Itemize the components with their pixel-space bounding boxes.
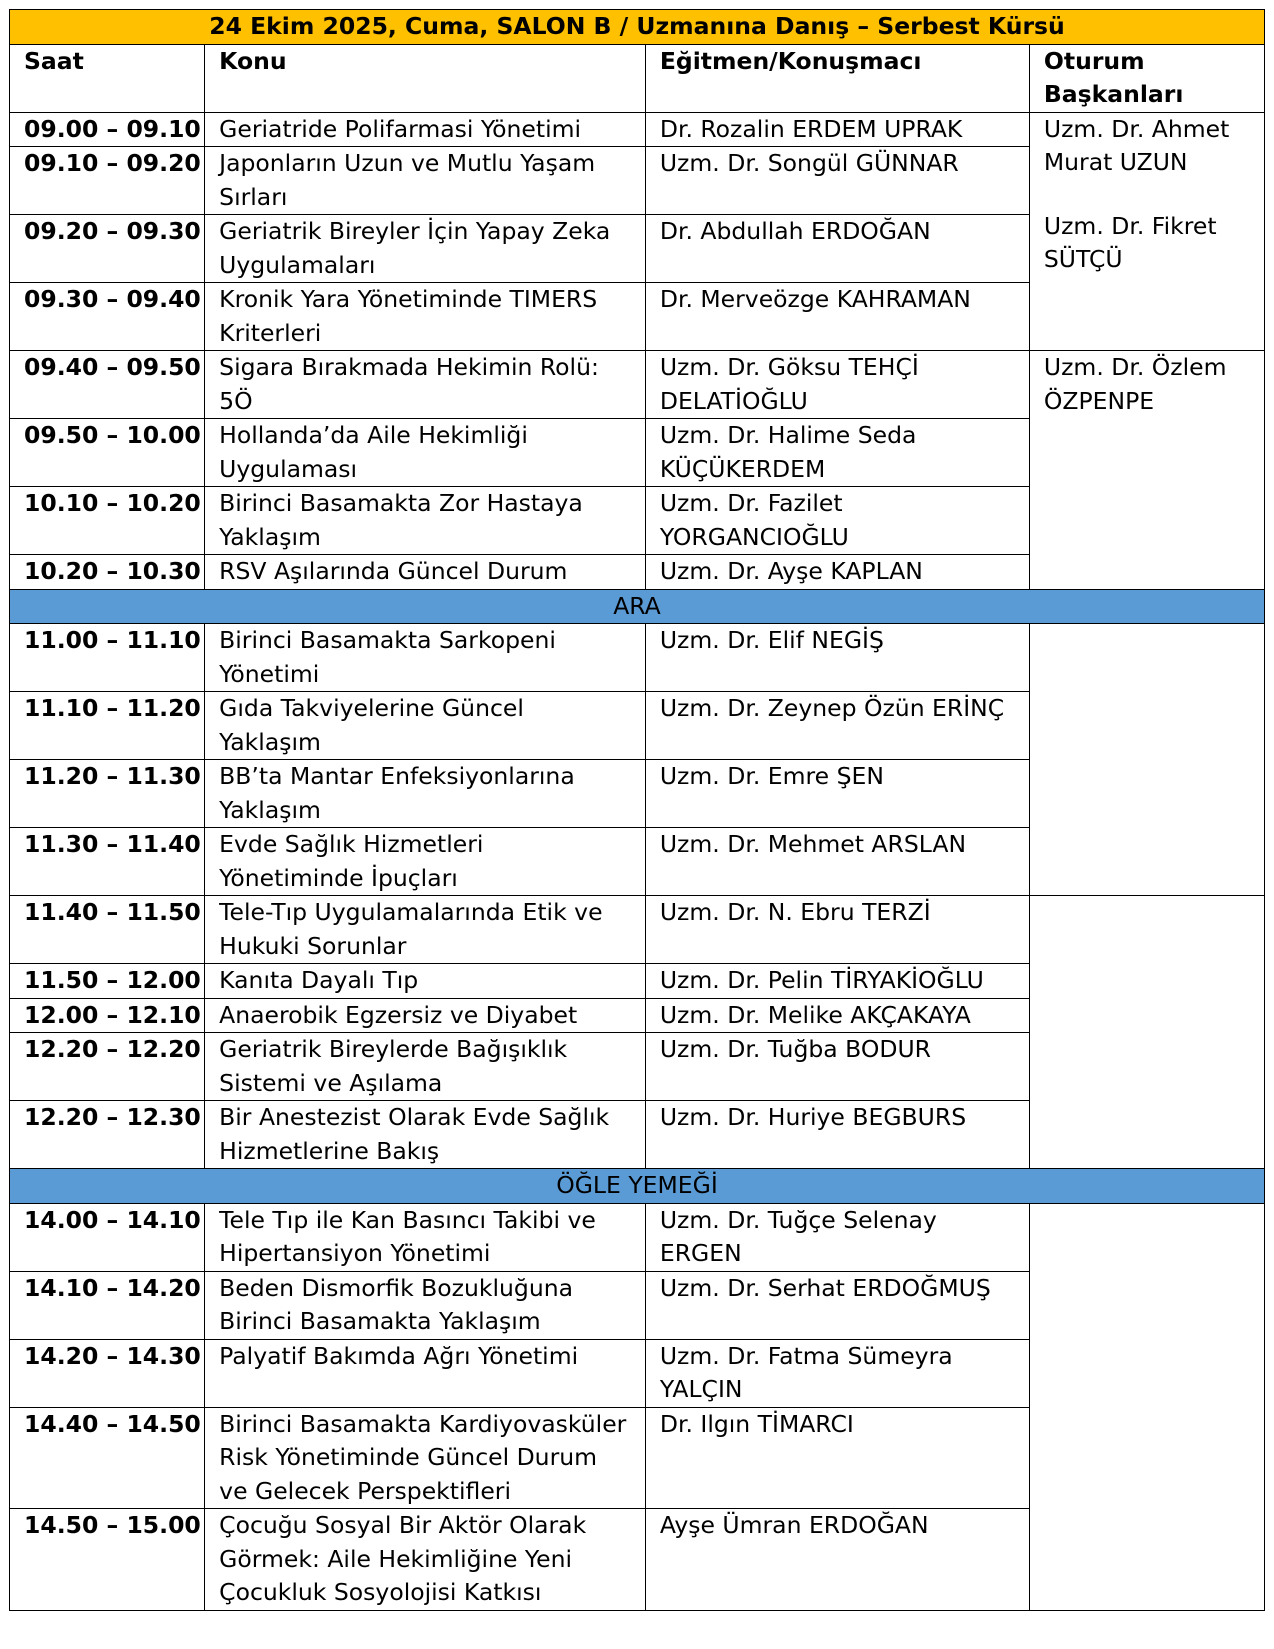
header-topic: Konu bbox=[205, 44, 646, 112]
break-label: ÖĞLE YEMEĞİ bbox=[10, 1169, 1265, 1204]
cell-line: Uzm. Dr. Zeynep Özün ERİNÇ bbox=[659, 694, 1005, 722]
cell-line: Birinci Basamakta Yaklaşım bbox=[219, 1307, 541, 1335]
cell-line: DELATİOĞLU bbox=[659, 386, 808, 415]
cell-line: KÜÇÜKERDEM bbox=[659, 454, 826, 483]
session-chairs-cell bbox=[1029, 1203, 1264, 1610]
time-cell: 12.20 – 12.20 bbox=[10, 1033, 205, 1101]
table-row bbox=[10, 112, 1265, 147]
time-cell: 14.40 – 14.50 bbox=[10, 1407, 205, 1509]
topic-cell bbox=[205, 1101, 646, 1169]
break-row bbox=[10, 589, 1265, 624]
cell-line: Geriatrik Bireylerde Bağışıklık bbox=[219, 1035, 568, 1063]
cell-line: ERGEN bbox=[659, 1239, 742, 1267]
speaker-cell bbox=[645, 896, 1029, 964]
speaker-cell bbox=[645, 964, 1029, 999]
time-cell: 11.00 – 11.10 bbox=[10, 624, 205, 692]
topic-cell bbox=[205, 624, 646, 692]
cell-line: Uzm. Dr. Ayşe KAPLAN bbox=[659, 557, 923, 585]
cell-line: Uzm. Dr. Göksu TEHÇİ bbox=[659, 353, 919, 381]
topic-cell bbox=[205, 896, 646, 964]
header-chairs: Oturum Başkanları bbox=[1029, 44, 1264, 112]
time-cell: 14.00 – 14.10 bbox=[10, 1203, 205, 1271]
schedule-title: 24 Ekim 2025, Cuma, SALON B / Uzmanına Danış – Serbest Kürsü bbox=[10, 10, 1265, 45]
cell-line: Uzm. Dr. Emre ŞEN bbox=[659, 762, 884, 790]
cell-line bbox=[1044, 180, 1250, 210]
cell-line: Geriatride Polifarmasi Yönetimi bbox=[219, 114, 582, 143]
time-cell: 11.30 – 11.40 bbox=[10, 828, 205, 896]
cell-line: 5Ö bbox=[219, 386, 253, 415]
topic-cell bbox=[205, 1339, 646, 1407]
cell-line: Dr. Rozalin ERDEM UPRAK bbox=[659, 114, 963, 143]
speaker-cell bbox=[645, 351, 1029, 419]
header-speaker: Eğitmen/Konuşmacı bbox=[645, 44, 1029, 112]
cell-line: Beden Dismorfik Bozukluğuna bbox=[219, 1273, 574, 1302]
speaker-cell bbox=[645, 112, 1029, 147]
speaker-cell bbox=[645, 419, 1029, 487]
time-cell: 10.10 – 10.20 bbox=[10, 487, 205, 555]
time-cell: 09.30 – 09.40 bbox=[10, 283, 205, 351]
cell-line: Anaerobik Egzersiz ve Diyabet bbox=[219, 1000, 578, 1029]
cell-line: Gıda Takviyelerine Güncel bbox=[219, 694, 524, 722]
time-cell: 09.20 – 09.30 bbox=[10, 215, 205, 283]
time-cell: 12.20 – 12.30 bbox=[10, 1101, 205, 1169]
speaker-cell bbox=[645, 215, 1029, 283]
cell-line: Uygulaması bbox=[219, 454, 358, 483]
speaker-cell bbox=[645, 692, 1029, 760]
speaker-cell bbox=[645, 998, 1029, 1033]
session-chairs-cell bbox=[1029, 896, 1264, 1169]
cell-line: Kanıta Dayalı Tıp bbox=[219, 966, 419, 994]
cell-line: Uzm. Dr. Mehmet ARSLAN bbox=[659, 830, 967, 858]
time-cell: 09.10 – 09.20 bbox=[10, 147, 205, 215]
speaker-cell bbox=[645, 555, 1029, 590]
session-chairs-cell bbox=[1029, 351, 1264, 590]
cell-line: Yaklaşım bbox=[219, 727, 321, 756]
topic-cell bbox=[205, 419, 646, 487]
cell-line: Yaklaşım bbox=[219, 795, 321, 824]
topic-cell bbox=[205, 692, 646, 760]
speaker-cell bbox=[645, 147, 1029, 215]
cell-line: Uzm. Dr. Özlem bbox=[1043, 353, 1227, 381]
cell-line: YORGANCIOĞLU bbox=[659, 522, 849, 551]
time-cell: 10.20 – 10.30 bbox=[10, 555, 205, 590]
topic-cell bbox=[205, 1407, 646, 1509]
topic-cell bbox=[205, 998, 646, 1033]
cell-line: Birinci Basamakta Zor Hastaya bbox=[219, 489, 583, 517]
time-cell: 11.40 – 11.50 bbox=[10, 896, 205, 964]
cell-line: Uzm. Dr. Elif NEGİŞ bbox=[659, 626, 884, 654]
break-row bbox=[10, 1169, 1265, 1204]
cell-line: Çocuğu Sosyal Bir Aktör Olarak bbox=[219, 1511, 587, 1539]
topic-cell bbox=[205, 147, 646, 215]
speaker-cell bbox=[645, 760, 1029, 828]
time-cell: 12.00 – 12.10 bbox=[10, 998, 205, 1033]
cell-line: Uzm. Dr. Fatma Sümeyra bbox=[659, 1341, 953, 1370]
speaker-cell bbox=[645, 1101, 1029, 1169]
cell-line: Kronik Yara Yönetiminde TIMERS bbox=[219, 285, 598, 313]
break-label: ARA bbox=[10, 589, 1265, 624]
time-cell: 11.20 – 11.30 bbox=[10, 760, 205, 828]
cell-line: Uzm. Dr. Pelin TİRYAKİOĞLU bbox=[659, 966, 984, 994]
table-row bbox=[10, 1203, 1265, 1271]
cell-line: Hizmetlerine Bakış bbox=[219, 1136, 440, 1165]
cell-line: SÜTÇÜ bbox=[1043, 245, 1123, 273]
cell-line: Kriterleri bbox=[219, 318, 322, 347]
time-cell: 09.40 – 09.50 bbox=[10, 351, 205, 419]
topic-cell bbox=[205, 351, 646, 419]
time-cell: 11.10 – 11.20 bbox=[10, 692, 205, 760]
cell-line: Uzm. Dr. Tuğçe Selenay bbox=[659, 1205, 937, 1234]
cell-line: Birinci Basamakta Kardiyovasküler bbox=[219, 1409, 627, 1438]
topic-cell bbox=[205, 964, 646, 999]
cell-line: Görmek: Aile Hekimliğine Yeni bbox=[219, 1544, 573, 1573]
topic-cell bbox=[205, 828, 646, 896]
cell-line: Yaklaşım bbox=[219, 522, 321, 551]
cell-line: Bir Anestezist Olarak Evde Sağlık bbox=[219, 1103, 610, 1131]
time-cell: 14.10 – 14.20 bbox=[10, 1271, 205, 1339]
topic-cell bbox=[205, 283, 646, 351]
speaker-cell bbox=[645, 1339, 1029, 1407]
time-cell: 14.50 – 15.00 bbox=[10, 1509, 205, 1611]
speaker-cell bbox=[645, 1203, 1029, 1271]
speaker-cell bbox=[645, 624, 1029, 692]
topic-cell bbox=[205, 1271, 646, 1339]
topic-cell bbox=[205, 1203, 646, 1271]
cell-line: Uzm. Dr. Tuğba BODUR bbox=[659, 1035, 931, 1063]
cell-line: Tele Tıp ile Kan Basıncı Takibi ve bbox=[219, 1205, 596, 1234]
session-chairs-cell bbox=[1029, 112, 1264, 351]
cell-line: Japonların Uzun ve Mutlu Yaşam bbox=[219, 149, 596, 177]
topic-cell bbox=[205, 1509, 646, 1611]
session-chairs-cell bbox=[1029, 624, 1264, 896]
cell-line: Ayşe Ümran ERDOĞAN bbox=[659, 1511, 929, 1539]
time-cell: 14.20 – 14.30 bbox=[10, 1339, 205, 1407]
time-cell: 09.00 – 09.10 bbox=[10, 112, 205, 147]
cell-line: Çocukluk Sosyolojisi Katkısı bbox=[219, 1578, 542, 1606]
cell-line: ve Gelecek Perspektifleri bbox=[219, 1476, 511, 1505]
topic-cell bbox=[205, 112, 646, 147]
speaker-cell bbox=[645, 1509, 1029, 1611]
cell-line: ÖZPENPE bbox=[1043, 386, 1155, 415]
topic-cell bbox=[205, 1033, 646, 1101]
cell-line: Yönetimi bbox=[219, 659, 320, 688]
cell-line: Sistemi ve Aşılama bbox=[219, 1068, 443, 1097]
cell-line: Uzm. Dr. N. Ebru TERZİ bbox=[659, 898, 931, 926]
cell-line: Sigara Bırakmada Hekimin Rolü: bbox=[219, 353, 599, 381]
cell-line: Uzm. Dr. Melike AKÇAKAYA bbox=[659, 1000, 971, 1029]
cell-line: Uzm. Dr. Halime Seda bbox=[659, 421, 917, 449]
cell-line: Uzm. Dr. Huriye BEGBURS bbox=[659, 1103, 967, 1131]
cell-line: Geriatrik Bireyler İçin Yapay Zeka bbox=[219, 217, 611, 245]
cell-line: Hollanda’da Aile Hekimliği bbox=[219, 421, 528, 449]
cell-line: Palyatif Bakımda Ağrı Yönetimi bbox=[219, 1341, 579, 1370]
topic-cell bbox=[205, 555, 646, 590]
topic-cell bbox=[205, 760, 646, 828]
cell-line: Hipertansiyon Yönetimi bbox=[219, 1239, 491, 1267]
time-cell: 11.50 – 12.00 bbox=[10, 964, 205, 999]
table-row bbox=[10, 624, 1265, 692]
speaker-cell bbox=[645, 828, 1029, 896]
cell-line: Uzm. Dr. Serhat ERDOĞMUŞ bbox=[659, 1273, 991, 1302]
cell-line: Uzm. Dr. Fikret bbox=[1043, 211, 1217, 240]
program-table bbox=[9, 9, 1265, 1611]
cell-line: Dr. Abdullah ERDOĞAN bbox=[659, 217, 931, 245]
speaker-cell bbox=[645, 487, 1029, 555]
topic-cell bbox=[205, 215, 646, 283]
cell-line: Dr. Ilgın TİMARCI bbox=[659, 1409, 854, 1438]
cell-line: Evde Sağlık Hizmetleri bbox=[219, 830, 484, 858]
cell-line: Uzm. Dr. Ahmet bbox=[1043, 114, 1230, 143]
table-row bbox=[10, 351, 1265, 419]
table-row bbox=[10, 896, 1265, 964]
cell-line: Yönetiminde İpuçları bbox=[219, 863, 458, 892]
cell-line: Risk Yönetiminde Güncel Durum bbox=[219, 1443, 598, 1471]
speaker-cell bbox=[645, 1033, 1029, 1101]
cell-line: Sırları bbox=[219, 182, 288, 211]
cell-line: Uzm. Dr. Songül GÜNNAR bbox=[659, 149, 959, 177]
time-cell: 09.50 – 10.00 bbox=[10, 419, 205, 487]
cell-line: Dr. Merveözge KAHRAMAN bbox=[659, 285, 971, 313]
cell-line: BB’ta Mantar Enfeksiyonlarına bbox=[219, 762, 575, 790]
cell-line: Tele-Tıp Uygulamalarında Etik ve bbox=[219, 898, 603, 926]
cell-line: Uygulamaları bbox=[219, 250, 376, 279]
speaker-cell bbox=[645, 1407, 1029, 1509]
cell-line: YALÇIN bbox=[659, 1375, 743, 1403]
cell-line: Hukuki Sorunlar bbox=[219, 931, 407, 960]
cell-line: RSV Aşılarında Güncel Durum bbox=[219, 557, 568, 585]
header-row bbox=[10, 44, 1265, 112]
topic-cell bbox=[205, 487, 646, 555]
cell-line: Birinci Basamakta Sarkopeni bbox=[219, 626, 556, 654]
cell-line: Uzm. Dr. Fazilet bbox=[659, 489, 843, 517]
speaker-cell bbox=[645, 283, 1029, 351]
header-time: Saat bbox=[10, 44, 205, 112]
cell-line: Murat UZUN bbox=[1043, 148, 1188, 176]
speaker-cell bbox=[645, 1271, 1029, 1339]
